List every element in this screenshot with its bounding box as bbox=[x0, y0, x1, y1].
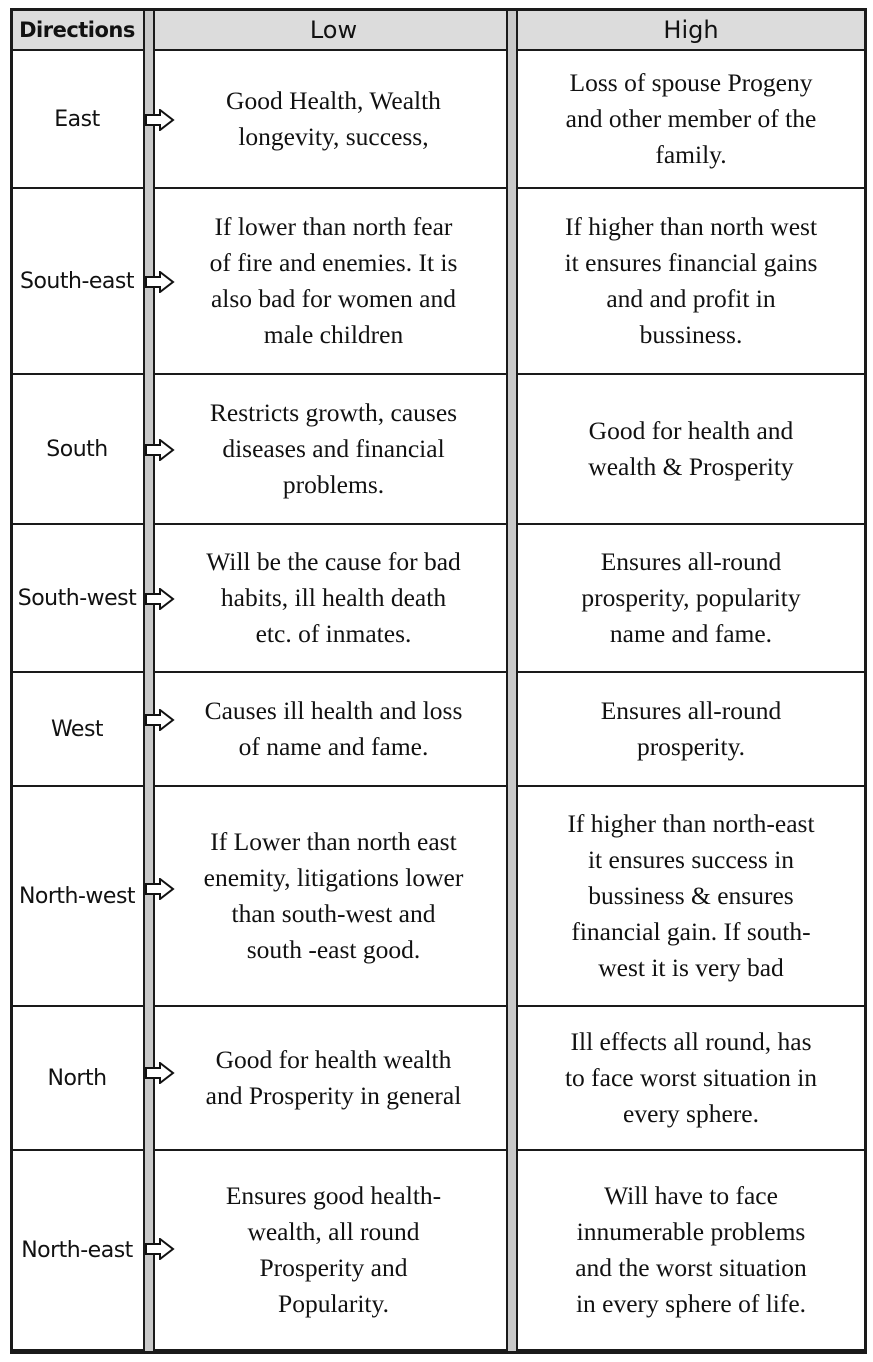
arrow-right-icon bbox=[145, 439, 175, 461]
arrow-right-icon bbox=[145, 588, 175, 610]
high-cell: Loss of spouse Progeny and other member of the family. bbox=[565, 68, 817, 169]
direction-cell: North-east bbox=[21, 1237, 133, 1263]
arrow-right-icon bbox=[145, 1238, 175, 1260]
direction-cell: North-west bbox=[18, 883, 136, 909]
header-high: High bbox=[518, 11, 864, 49]
low-cell: Restricts growth, causes diseases and financial problems. bbox=[209, 398, 458, 499]
direction-cell: West bbox=[50, 716, 104, 742]
low-cell: Good for health wealth and Prosperity in general bbox=[205, 1045, 462, 1110]
direction-cell: South-west bbox=[17, 585, 137, 611]
low-cell: Good Health, Wealth longevity, success, bbox=[226, 86, 441, 151]
table-row bbox=[13, 1151, 864, 1351]
table-row bbox=[13, 673, 864, 787]
high-cell: Ensures all-round prosperity, popularity name and fame. bbox=[581, 547, 801, 648]
arrow-right-icon bbox=[145, 1062, 175, 1084]
table-row bbox=[13, 51, 864, 189]
arrow-right-icon bbox=[145, 109, 175, 131]
header-low: Low bbox=[161, 11, 506, 49]
header-directions: Directions bbox=[13, 11, 141, 49]
directions-table bbox=[10, 8, 867, 1354]
table-row bbox=[13, 525, 864, 673]
direction-cell: South-east bbox=[20, 268, 134, 294]
high-cell: If higher than north-east it ensures success in bussiness & ensures financial gain. If south- west it is very bad bbox=[567, 809, 815, 982]
table-header bbox=[13, 11, 864, 51]
direction-cell: South bbox=[46, 436, 108, 462]
high-cell: Will have to face innumerable problems and the worst situation in every sphere of life. bbox=[575, 1181, 807, 1318]
low-cell: Causes ill health and loss of name and fame. bbox=[204, 696, 463, 761]
direction-cell: North bbox=[47, 1065, 107, 1091]
arrow-right-icon bbox=[145, 271, 175, 293]
low-cell: If Lower than north east enemity, litigations lower than south-west and south -east good. bbox=[203, 827, 464, 964]
table-row bbox=[13, 189, 864, 375]
table-row bbox=[13, 375, 864, 525]
column-divider-right bbox=[506, 11, 518, 1351]
high-cell: Ill effects all round, has to face worst situation in every sphere. bbox=[564, 1027, 818, 1128]
direction-cell: East bbox=[54, 106, 100, 132]
low-cell: If lower than north fear of fire and enemies. It is also bad for women and male children bbox=[209, 212, 458, 349]
table-row bbox=[13, 787, 864, 1007]
high-cell: Ensures all-round prosperity. bbox=[600, 696, 782, 761]
column-divider-left bbox=[143, 11, 155, 1351]
table-row bbox=[13, 1007, 864, 1151]
high-cell: If higher than north west it ensures financial gains and and profit in bussiness. bbox=[564, 212, 818, 349]
high-cell: Good for health and wealth & Prosperity bbox=[588, 416, 794, 481]
arrow-right-icon bbox=[145, 709, 175, 731]
low-cell: Will be the cause for bad habits, ill health death etc. of inmates. bbox=[206, 547, 461, 648]
arrow-right-icon bbox=[145, 878, 175, 900]
low-cell: Ensures good health- wealth, all round Prosperity and Popularity. bbox=[225, 1181, 442, 1318]
